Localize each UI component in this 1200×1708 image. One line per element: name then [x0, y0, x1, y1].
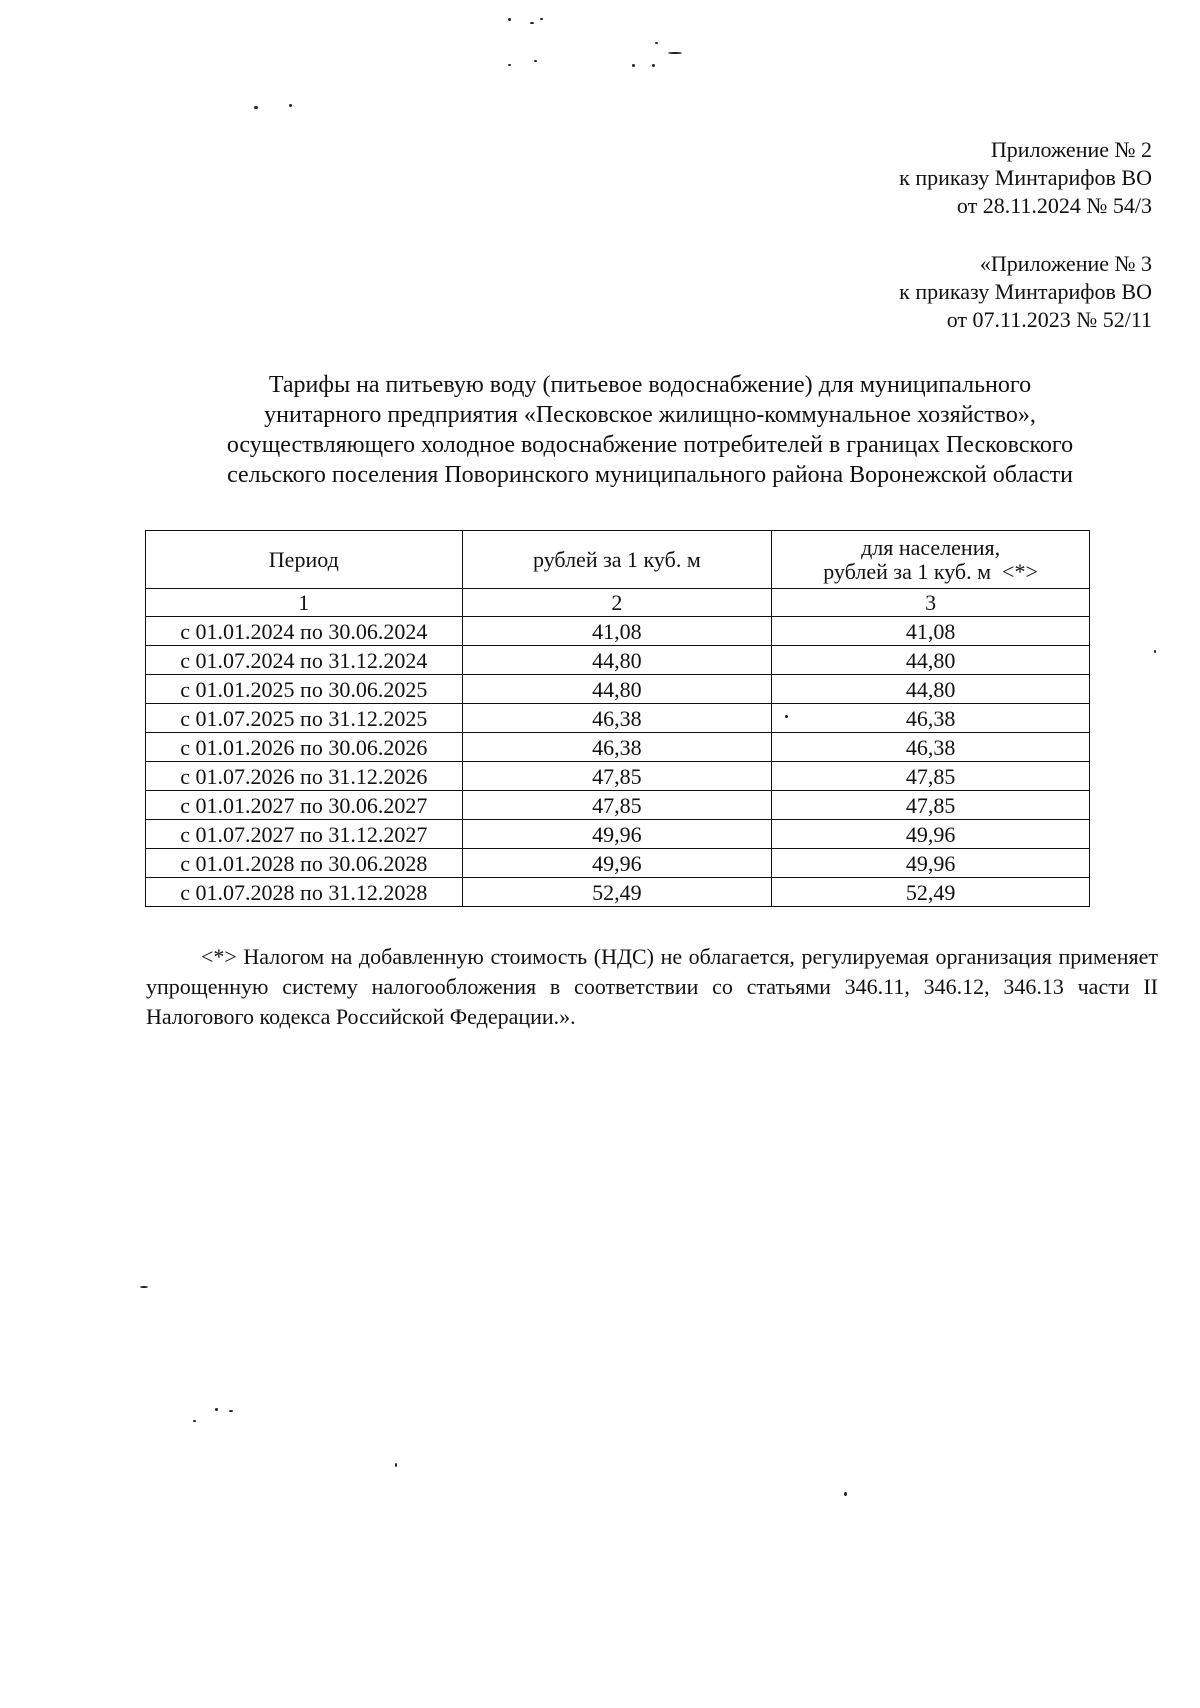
cell-period: с 01.07.2027 по 31.12.2027 [146, 820, 463, 849]
table-row [146, 675, 1090, 704]
table-row [146, 733, 1090, 762]
cell-period: с 01.07.2024 по 31.12.2024 [146, 646, 463, 675]
table-row [146, 791, 1090, 820]
footnote-vat: <*> Налогом на добавленную стоимость (НДС) не облагается, регулируемая организация применяет упрощенную систему налогообложения в соответствии со статьями 346.11, 346.12, 346.13 части II Налогового кодекса Российской Федерации.». [146, 944, 1158, 1029]
cell-period: с 01.01.2026 по 30.06.2026 [146, 733, 463, 762]
scan-speck [534, 60, 537, 62]
header-period: Период [146, 531, 463, 589]
scan-speck [395, 1463, 397, 1467]
document-title [140, 370, 1160, 490]
table-row [146, 820, 1090, 849]
title-line: осуществляющего холодное водоснабжение потребителей в границах Песковского [226, 432, 1074, 458]
cell-population: 46,38 [772, 704, 1090, 733]
scan-speck [254, 106, 258, 109]
cell-rub: 46,38 [462, 704, 772, 733]
header-population-line: для населения, [861, 534, 1001, 560]
cell-population: 52,49 [772, 878, 1090, 907]
annex-number: «Приложение № 3 [979, 251, 1152, 276]
scan-speck [632, 64, 635, 67]
cell-period: с 01.01.2025 по 30.06.2025 [146, 675, 463, 704]
cell-rub: 49,96 [462, 849, 772, 878]
table-column-number-row [146, 589, 1090, 617]
annex-reference-previous [899, 250, 1152, 334]
cell-period: с 01.07.2026 по 31.12.2026 [146, 762, 463, 791]
cell-rub: 44,80 [462, 675, 772, 704]
cell-rub: 46,38 [462, 733, 772, 762]
table-row [146, 646, 1090, 675]
table-row [146, 704, 1090, 733]
annex-order-ref: к приказу Минтарифов ВО [899, 165, 1152, 190]
annex-order-ref: к приказу Минтарифов ВО [899, 279, 1152, 304]
cell-population: 44,80 [772, 646, 1090, 675]
title-line: сельского поселения Поворинского муниципального района Воронежской области [227, 462, 1073, 488]
cell-rub: 41,08 [462, 617, 772, 646]
scan-speck [655, 42, 658, 44]
scan-speck [1154, 650, 1156, 653]
annex-number: Приложение № 2 [990, 137, 1152, 162]
cell-rub: 52,49 [462, 878, 772, 907]
scan-speck [668, 52, 682, 54]
scan-speck [508, 18, 511, 21]
table-row [146, 762, 1090, 791]
title-line: унитарного предприятия «Песковское жилищно-коммунальное хозяйство», [264, 402, 1036, 428]
column-number: 1 [146, 589, 463, 617]
cell-rub: 47,85 [462, 762, 772, 791]
cell-period: с 01.07.2025 по 31.12.2025 [146, 704, 463, 733]
annex-order-date: от 28.11.2024 № 54/3 [956, 193, 1152, 218]
scan-speck [540, 18, 543, 20]
header-population-line: рублей за 1 куб. м <*> [823, 558, 1038, 584]
cell-population: 47,85 [772, 791, 1090, 820]
table-header-row [146, 531, 1090, 589]
tariff-table [145, 530, 1090, 907]
cell-rub: 47,85 [462, 791, 772, 820]
scan-speck [140, 1286, 148, 1288]
table-row [146, 617, 1090, 646]
cell-population: 41,08 [772, 617, 1090, 646]
cell-period: с 01.07.2028 по 31.12.2028 [146, 878, 463, 907]
header-population [772, 531, 1090, 589]
cell-population: 49,96 [772, 820, 1090, 849]
annex-reference-current [899, 136, 1152, 220]
cell-period: с 01.01.2028 по 30.06.2028 [146, 849, 463, 878]
table-row [146, 849, 1090, 878]
scan-speck [844, 1492, 847, 1496]
scan-speck [530, 22, 534, 24]
cell-rub: 44,80 [462, 646, 772, 675]
table-row [146, 878, 1090, 907]
scan-speck [289, 104, 292, 107]
cell-population: 47,85 [772, 762, 1090, 791]
cell-period: с 01.01.2024 по 30.06.2024 [146, 617, 463, 646]
cell-rub: 49,96 [462, 820, 772, 849]
scan-speck [652, 64, 655, 67]
cell-period: с 01.01.2027 по 30.06.2027 [146, 791, 463, 820]
scan-speck [508, 64, 511, 66]
column-number: 2 [462, 589, 772, 617]
cell-population: 49,96 [772, 849, 1090, 878]
cell-population: 46,38 [772, 733, 1090, 762]
cell-population: 44,80 [772, 675, 1090, 704]
column-number: 3 [772, 589, 1090, 617]
scan-speck [193, 1420, 196, 1422]
annex-order-date: от 07.11.2023 № 52/11 [946, 307, 1152, 332]
header-rub-per-m3: рублей за 1 куб. м [462, 531, 772, 589]
scan-speck [215, 1408, 218, 1411]
title-line: Тарифы на питьевую воду (питьевое водоснабжение) для муниципального [268, 372, 1032, 398]
scan-speck [229, 1410, 233, 1412]
